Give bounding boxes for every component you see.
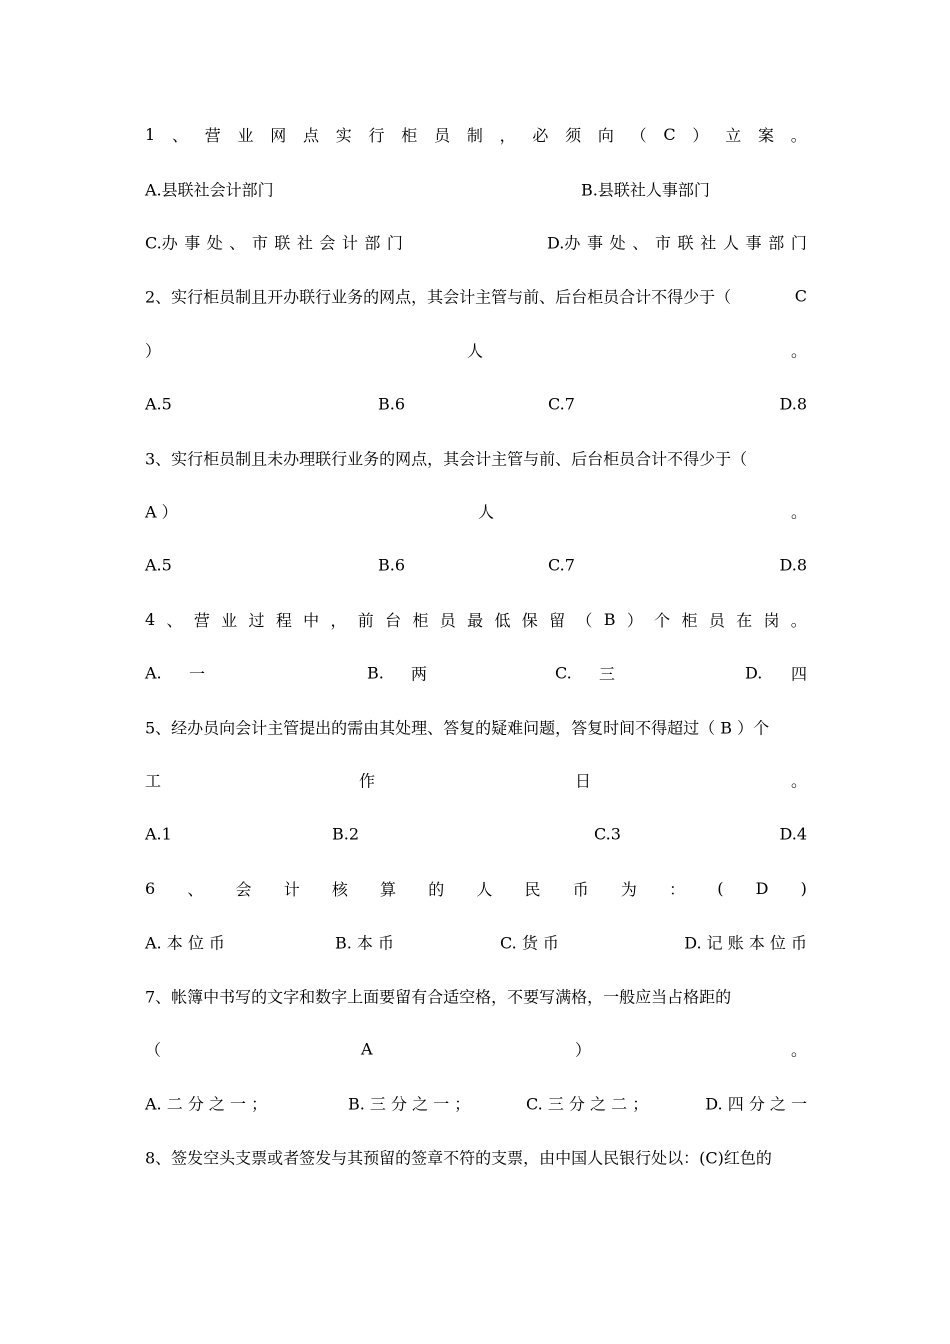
- q7-tail-period: 。: [790, 1040, 807, 1060]
- q3-tail-unit: 人: [478, 502, 495, 522]
- q1-option-c-token: 、: [229, 233, 246, 253]
- q5-option-b: B.2: [332, 824, 360, 844]
- q1-option-b: B.县联社人事部门: [581, 180, 710, 200]
- q6-option-c: C. 货 币: [500, 933, 559, 953]
- q5-tail-1: 工: [145, 771, 162, 791]
- q1-stem: [145, 108, 807, 162]
- q1-stem-token: 必: [532, 126, 549, 146]
- q1-option-d-token: 联: [677, 233, 694, 253]
- q4-option-b-text: 两: [411, 664, 428, 684]
- q7-stem: 7、帐簿中书写的文字和数字上面要留有合适空格，不要写满格，一般应当占格距的: [145, 987, 732, 1007]
- q3-tail-answer: A ）: [145, 502, 178, 522]
- q2-answer: C: [794, 286, 807, 306]
- q4-stem-token: 在: [736, 610, 753, 630]
- q4-stem-token: 留: [549, 610, 566, 630]
- q1-option-d-token: 社: [700, 233, 717, 253]
- q7-option-b: B. 三 分 之 一 ；: [348, 1094, 471, 1114]
- q1-stem-token: 员: [434, 126, 451, 146]
- q1-option-d-token: D.办: [547, 233, 581, 253]
- q7-stem-row: [145, 969, 807, 1023]
- q1-option-c-token: 社: [296, 233, 313, 253]
- q7-options: [145, 1076, 807, 1130]
- q6-stem-token: 核: [331, 879, 348, 899]
- q1-options-cd: [145, 216, 807, 270]
- q2-options: [145, 377, 807, 431]
- q2-option-b: B.6: [378, 394, 406, 414]
- q6-stem-token: 6: [145, 878, 156, 898]
- q1-option-c-token: 门: [386, 233, 403, 253]
- q3-stem-row: [145, 431, 807, 485]
- q4-stem-token: 过: [248, 610, 265, 630]
- q4-option-d-letter: D.: [745, 663, 763, 683]
- q1-stem-token: 1: [145, 125, 156, 145]
- q1-option-a: A.县联社会计部门: [145, 180, 274, 200]
- q2-option-c: C.7: [548, 394, 575, 414]
- q6-options: [145, 915, 807, 969]
- q4-stem-token: 个: [654, 610, 671, 630]
- q2-stem-row: [145, 269, 807, 323]
- q4-stem-token: 前: [357, 610, 374, 630]
- q1-stem-token: 柜: [401, 126, 418, 146]
- q2-tail-close: ）: [145, 341, 162, 361]
- q3-option-a: A.5: [145, 555, 172, 575]
- q5-stem: 5、经办员向会计主管提出的需由其处理、答复的疑难问题，答复时间不得超过（ B ）个: [145, 718, 770, 738]
- q6-stem-token: ：: [669, 879, 686, 899]
- q1-option-d-token: 人: [722, 233, 739, 253]
- q1-stem-token: ）: [692, 126, 709, 146]
- q1-option-d-token: 门: [790, 233, 807, 253]
- q4-option-d-text: 四: [790, 664, 807, 684]
- q6-stem-token: 人: [476, 879, 493, 899]
- q6-stem-token: 会: [235, 879, 252, 899]
- q1-option-c-token: 事: [184, 233, 201, 253]
- q4-stem-token: 、: [166, 610, 183, 630]
- q2-tail-row: [145, 323, 807, 377]
- q1-option-c-token: 处: [206, 233, 223, 253]
- q1-stem-token: ，: [499, 126, 516, 146]
- q1-stem-token: （: [630, 126, 647, 146]
- q6-stem: [145, 861, 807, 915]
- q8-stem-row: [145, 1130, 807, 1184]
- q5-tail-3: 日: [575, 771, 592, 791]
- q1-stem-token: 营: [204, 126, 221, 146]
- q6-stem-token: (: [717, 878, 724, 898]
- q4-stem-token: 。: [790, 610, 807, 630]
- q6-stem-token: D: [755, 878, 769, 898]
- q1-stem-token: 案: [757, 126, 774, 146]
- q7-tail-row: [145, 1023, 807, 1077]
- q1-stem-token: 制: [466, 126, 483, 146]
- q1-stem-token: 向: [597, 126, 614, 146]
- q4-stem-token: 员: [439, 610, 456, 630]
- q2-option-a: A.5: [145, 394, 172, 414]
- q1-stem-token: 立: [725, 126, 742, 146]
- q6-stem-token: 币: [572, 879, 589, 899]
- q7-tail-close: ）: [575, 1040, 592, 1060]
- q1-stem-token: 。: [790, 126, 807, 146]
- q1-option-c-token: C.办: [145, 233, 178, 253]
- q6-stem-token: 算: [380, 879, 397, 899]
- q1-option-d-token: 处: [609, 233, 626, 253]
- q6-option-d: D. 记 账 本 位 币: [684, 933, 807, 953]
- q4-stem-token: 台: [385, 610, 402, 630]
- q1-stem-token: 实: [335, 126, 352, 146]
- q3-tail-period: 。: [790, 502, 807, 522]
- q1-option-c-token: 市: [251, 233, 268, 253]
- q4-stem-token: 中: [303, 610, 320, 630]
- q3-option-c: C.7: [548, 555, 575, 575]
- q1-option-c: [145, 231, 403, 254]
- q2-option-d: D.8: [779, 394, 807, 414]
- q1-option-d-token: 、: [632, 233, 649, 253]
- q6-option-a: A. 本 位 币: [145, 933, 225, 953]
- q4-stem: [145, 592, 807, 646]
- q6-stem-token: 为: [620, 879, 637, 899]
- q4-options: [145, 646, 807, 700]
- q1-option-d: [547, 231, 807, 254]
- q4-stem-token: 程: [275, 610, 292, 630]
- q7-tail-answer: A: [361, 1039, 373, 1059]
- q1-option-c-token: 部: [364, 233, 381, 253]
- q1-option-d-token: 部: [768, 233, 785, 253]
- q4-option-c-text: 三: [599, 664, 616, 684]
- q5-tail-row: [145, 754, 807, 808]
- q6-stem-token: ): [800, 878, 807, 898]
- q4-stem-token: （: [576, 610, 593, 630]
- q1-stem-token: 、: [171, 126, 188, 146]
- q4-stem-token: 4: [145, 609, 156, 629]
- q1-option-d-token: 市: [654, 233, 671, 253]
- q1-option-c-token: 计: [341, 233, 358, 253]
- q4-stem-token: 柜: [681, 610, 698, 630]
- q1-stem-token: 须: [565, 126, 582, 146]
- q4-stem-token: 业: [221, 610, 238, 630]
- q2-stem: 2、实行柜员制且开办联行业务的网点，其会计主管与前、后台柜员合计不得少于（: [145, 287, 732, 307]
- q1-stem-token: C: [663, 125, 676, 145]
- q4-stem-token: 柜: [412, 610, 429, 630]
- question-page: [145, 108, 807, 1184]
- q4-stem-token: 低: [494, 610, 511, 630]
- q1-option-c-token: 联: [274, 233, 291, 253]
- q5-option-a: A.1: [145, 824, 172, 844]
- q4-stem-token: 营: [193, 610, 210, 630]
- q6-stem-token: 、: [187, 879, 204, 899]
- q2-tail-period: 。: [790, 341, 807, 361]
- q6-option-b: B. 本 币: [335, 933, 395, 953]
- q4-stem-token: 岗: [763, 610, 780, 630]
- q5-option-d: D.4: [779, 824, 807, 844]
- q1-option-d-token: 事: [745, 233, 762, 253]
- q3-stem: 3、实行柜员制且未办理联行业务的网点，其会计主管与前、后台柜员合计不得少于（: [145, 449, 748, 469]
- q3-option-d: D.8: [779, 555, 807, 575]
- q4-stem-token: ，: [330, 610, 347, 630]
- q3-tail-row: [145, 485, 807, 539]
- q7-option-c: C. 三 分 之 二 ；: [526, 1094, 649, 1114]
- q6-stem-token: 的: [428, 879, 445, 899]
- q2-tail-unit: 人: [467, 341, 484, 361]
- q4-option-c-letter: C.: [555, 663, 572, 683]
- q7-option-d: D. 四 分 之 一: [705, 1094, 807, 1114]
- q1-stem-token: 行: [368, 126, 385, 146]
- q4-option-b-letter: B.: [367, 663, 384, 683]
- q3-options: [145, 538, 807, 592]
- q8-stem: 8、签发空头支票或者签发与其预留的签章不符的支票，由中国人民银行处以：(C)红色的: [145, 1148, 772, 1168]
- q4-stem-token: 最: [467, 610, 484, 630]
- q4-stem-token: B: [603, 609, 616, 629]
- q4-stem-token: ）: [626, 610, 643, 630]
- q6-stem-token: 计: [283, 879, 300, 899]
- q1-stem-token: 业: [237, 126, 254, 146]
- q1-option-d-token: 事: [587, 233, 604, 253]
- q5-tail-period: 。: [790, 771, 807, 791]
- q4-option-a-text: 一: [189, 664, 206, 684]
- q6-stem-token: 民: [524, 879, 541, 899]
- q7-option-a: A. 二 分 之 一 ；: [145, 1094, 268, 1114]
- q5-option-c: C.3: [594, 824, 621, 844]
- q1-stem-token: 点: [303, 126, 320, 146]
- q4-option-a-letter: A.: [145, 663, 162, 683]
- q1-stem-token: 网: [270, 126, 287, 146]
- q4-stem-token: 员: [708, 610, 725, 630]
- q5-options: [145, 807, 807, 861]
- q7-tail-open: （: [145, 1040, 162, 1060]
- q5-tail-2: 作: [359, 771, 376, 791]
- q1-options-ab: [145, 162, 807, 216]
- q1-option-c-token: 会: [319, 233, 336, 253]
- q3-option-b: B.6: [378, 555, 406, 575]
- q5-stem-row: [145, 700, 807, 754]
- q4-stem-token: 保: [521, 610, 538, 630]
